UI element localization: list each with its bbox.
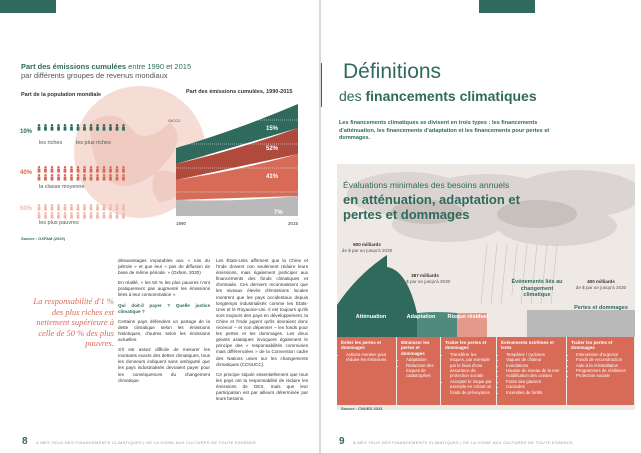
person-icon [64, 124, 67, 131]
page-number: 8 [22, 436, 28, 447]
person-icon [51, 124, 54, 131]
person-icon [51, 204, 54, 211]
page-tab [0, 0, 56, 13]
person-icon [70, 166, 73, 173]
page-number: 9 [339, 436, 345, 447]
person-icon [116, 124, 119, 131]
person-icon [38, 174, 41, 181]
person-icon [103, 212, 106, 219]
chart-title-rest: entre 1990 et 2015 [126, 62, 192, 71]
category-box-item: • Aide à la réinstallation [576, 363, 630, 368]
person-icon [57, 174, 60, 181]
person-icon [57, 166, 60, 173]
category-box-item: • Fonte des glaciers [506, 379, 562, 384]
needs-shape [337, 255, 635, 337]
category-box-item: • Programmes de résilience [576, 368, 630, 373]
person-icon [122, 212, 125, 219]
person-icon [103, 124, 106, 131]
person-icon [109, 204, 112, 211]
person-icon [64, 174, 67, 181]
person-icon [44, 166, 47, 173]
category-box-item: • Acidification des océans [506, 373, 562, 378]
person-icon [96, 212, 99, 219]
category-box-heading: Événements extrêmes et lents [501, 340, 554, 351]
person-icon [77, 124, 80, 131]
person-icon [90, 166, 93, 173]
paragraph: S'il est assez difficile de mesurer les montants exacts des dettes climatiques, tous les donneurs indiquent sans ambiguïté que les pays industrialisés devraient payer pour les conséquences du changement climatique. [118, 347, 210, 383]
category-box-item: • Incendies de forêts [506, 390, 562, 395]
person-icon [122, 204, 125, 211]
category-box-item: • Inondations [506, 363, 562, 368]
infographic-source: Source : CNUED 2023 [341, 406, 383, 411]
group-label-rich: les riches [39, 140, 63, 146]
category-box-item: • Hausse du niveau de la mer [506, 368, 562, 373]
panel-subheading: en atténuation, adaptation et pertes et dommages [343, 192, 520, 222]
chart-subtitle: par différents groupes de revenus mondiaux [21, 71, 168, 80]
person-icon [44, 212, 47, 219]
person-icon [122, 166, 125, 173]
amount-adaptation [399, 273, 451, 284]
category-box [337, 337, 397, 405]
group-label-middle: la classe moyenne [39, 184, 85, 190]
person-icon [38, 124, 41, 131]
person-icon [109, 124, 112, 131]
category-box-item: • Tempêtes / cyclones [506, 352, 562, 357]
group-pct-middle: 40% [20, 170, 33, 176]
category-box-item: • Actions menées pour réduire les émissions [346, 352, 392, 363]
person-icon [96, 174, 99, 181]
person-icon [70, 174, 73, 181]
paragraph: désavantages imputables aux « rois du pétrole » et que leur « pas de diffusion de base de même période. » (Oxfam, 2020) [118, 258, 210, 276]
paragraph: Les États-Unis affirment que la Chine et l'Inde doivent non seulement réduire leurs émissions, mais également participer aux financements des fonds climatiques et d'entraide. Ces derniers reconnaissent que les niveaux élevés d'émissions locales montrent que les pays occidentaux depuis longtemps industrialisés comme les États-Unis et le Royaume-Uni. Il est toujours qu'ils sont toujours des pays en développement, la Chine et l'Inde jugent qu'ils devraient donc recevoir – et non dépenser – les fonds pour les pertes et les dommages. Les deux géants asiatiques invoquent également le principe des « responsabilités communes mais différenciées » de la Convention cadre des Nations unies sur les changements climatiques (CCNUCC). [216, 258, 308, 367]
person-icon [83, 124, 86, 131]
chart-title-bold: Part des émissions cumulées [21, 62, 127, 71]
person-icon [77, 212, 80, 219]
category-box-item: • Adaptation [406, 357, 436, 362]
person-icon [103, 174, 106, 181]
person-icon [44, 204, 47, 211]
person-icon [83, 212, 86, 219]
person-icon [38, 204, 41, 211]
category-box [441, 337, 497, 405]
category-box [397, 337, 441, 405]
person-icon [51, 166, 54, 173]
x-tick-label: 2015 [288, 221, 299, 226]
group-pct-rich: 10% [20, 129, 33, 135]
person-icon [83, 166, 86, 173]
left-page [0, 0, 320, 453]
right-page [321, 0, 641, 453]
person-icon [109, 166, 112, 173]
person-icon [83, 204, 86, 211]
person-icon [122, 124, 125, 131]
paragraph: En réalité, « les 50 % les plus pauvres n'ont pratiquement pas augmenté les émissions liées à leur consommation ». [118, 280, 210, 298]
chart-source: Source : OXFAM (2020) [21, 236, 66, 241]
amount-loss [573, 279, 629, 290]
intro-paragraph: Les financements climatiques se divisent en trois types : les financements d'atténuation, les financements d'adaptation et les financements pour pertes et dommages. [339, 120, 550, 141]
page-title: Définitions [343, 60, 442, 83]
category-box-heading: Éviter les pertes et dommages [341, 340, 382, 351]
amount-adaptation-value: 387 milliards [411, 273, 439, 278]
group-pct-poor: 50% [20, 206, 33, 212]
amount-loss-value: 400 milliards [587, 279, 615, 284]
person-icon [116, 174, 119, 181]
chart-title [21, 62, 231, 80]
amount-mitigation-detail: de $ par an jusqu'à 2030 [341, 247, 393, 253]
emissions-header: Part des émissions cumulées, 1990-2015 [186, 89, 293, 95]
person-icon [116, 166, 119, 173]
group-label-richest: les plus riches [76, 140, 111, 146]
population-header: Part de la population mondiale [21, 92, 102, 98]
area-value-label: 52% [266, 146, 279, 152]
people-pictogram [36, 120, 136, 220]
x-tick-label: 1990 [176, 221, 187, 226]
category-box-item: • Intervention d'urgence [576, 352, 630, 357]
emissions-area-chart [166, 92, 306, 232]
person-icon [70, 204, 73, 211]
category-box-item: • Canicules [506, 384, 562, 389]
person-icon [77, 174, 80, 181]
page-tab [479, 0, 535, 13]
category-box-item: • Protection sociale [576, 373, 630, 378]
person-icon [38, 212, 41, 219]
category-loss-damage: Pertes et dommages [574, 305, 628, 311]
pull-quote: La responsabilité d'1 % des plus riches est nettement supérieure à celle de 50 % des plus pauvres. [33, 296, 114, 348]
page-subtitle-bold: financements climatiques [365, 88, 537, 104]
amount-mitigation [341, 242, 393, 253]
category-climate-events: Événements liés au changement climatique [511, 279, 563, 298]
text-column-2 [216, 258, 308, 406]
panel-heading: Évaluations minimales des besoins annuels [343, 180, 510, 190]
person-icon [90, 124, 93, 131]
person-icon [44, 124, 47, 131]
person-icon [96, 124, 99, 131]
category-box-heading: Traiter les pertes et dommages [445, 340, 487, 351]
category-box-heading: Minimiser les pertes et dommages [401, 340, 430, 356]
area-value-label: 7% [274, 210, 283, 216]
category-box-item: • Transférer les risques, par exemple par le biais d'une assurance de protection sociale [450, 352, 492, 379]
person-icon [57, 204, 60, 211]
person-icon [103, 204, 106, 211]
category-box [497, 337, 567, 405]
category-box-item: • Accepter le risque par exemple en créant un fonds de prévoyance [450, 379, 492, 395]
category-box-heading: Traiter les pertes et dommages [571, 340, 613, 351]
area-value-label: 41% [266, 174, 279, 180]
person-icon [64, 212, 67, 219]
group-label-poor: les plus pauvres [39, 220, 79, 226]
person-icon [90, 174, 93, 181]
category-adaptation: Adaptation [406, 314, 436, 320]
person-icon [103, 166, 106, 173]
category-box-item: • Vagues de chaleur [506, 357, 562, 362]
person-icon [90, 204, 93, 211]
category-residual-risk: Risque résiduel [447, 314, 489, 320]
area-value-label: 15% [266, 126, 279, 132]
person-icon [57, 212, 60, 219]
person-icon [77, 204, 80, 211]
person-icon [109, 174, 112, 181]
title-accent-bar [321, 63, 322, 107]
person-icon [109, 212, 112, 219]
category-mitigation: Atténuation [355, 314, 387, 320]
y-axis-unit: GtCO2 [168, 118, 181, 123]
person-icon [116, 212, 119, 219]
page-footer: À MES YEUX DES FINANCEMENTS CLIMATIQUES | DE LA VIGNE AUX CULTURES DE TOUTE ESSENCE [36, 440, 257, 445]
person-icon [44, 174, 47, 181]
text-column-1 [118, 258, 210, 388]
category-box-item: • Réduction des risques de catastrophes [406, 363, 436, 379]
category-box-item: • Fonds de reconstruction [576, 357, 630, 362]
amount-loss-detail: de $ par an jusqu'à 2030 [575, 284, 627, 290]
person-icon [51, 174, 54, 181]
paragraph: Qui doit-il payer ? Quelle justice climatique ? [118, 302, 210, 314]
page-subtitle-plain: des [339, 88, 366, 104]
person-icon [77, 166, 80, 173]
paragraph: Certains pays défendent un partage de la dette climatique selon les émissions historiques, d'autres selon les émissions actuelles. [118, 318, 210, 343]
person-icon [83, 174, 86, 181]
person-icon [64, 204, 67, 211]
person-icon [70, 212, 73, 219]
person-icon [116, 204, 119, 211]
person-icon [38, 166, 41, 173]
amount-adaptation-detail: de $ par an jusqu'à 2030 [399, 278, 451, 284]
category-box [567, 337, 635, 405]
page-footer: À MES YEUX DES FINANCEMENTS CLIMATIQUES | DE LA VIGNE AUX CULTURES DE TOUTE ESSENCE [353, 440, 574, 445]
person-icon [57, 124, 60, 131]
page-subtitle [339, 88, 537, 104]
person-icon [64, 166, 67, 173]
person-icon [122, 174, 125, 181]
person-icon [96, 166, 99, 173]
person-icon [70, 124, 73, 131]
person-icon [96, 204, 99, 211]
person-icon [90, 212, 93, 219]
amount-mitigation-value: 600 milliards [353, 242, 381, 247]
person-icon [51, 212, 54, 219]
paragraph: Ce principe stipule essentiellement que tous les pays ont la responsabilité de réduire les émissions de GES, mais que leur participation est par ailleurs déterminée par leurs besoins. [216, 371, 308, 402]
